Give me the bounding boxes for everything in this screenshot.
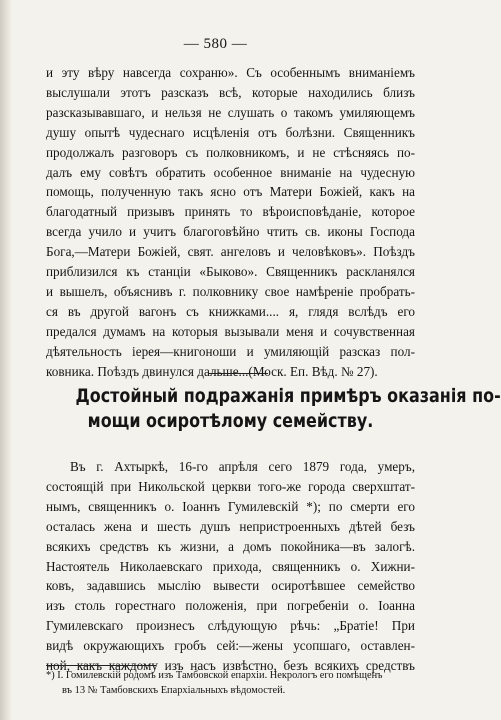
text-line: ковника. Поѣздъ двинулся дальше...(Моск. Еп. Вѣд. № 27). — [46, 363, 378, 379]
text-line: душу опытѣ чудеснаго исцѣленія отъ болѣзни. Священникъ — [46, 124, 415, 140]
text-line: Въ г. Ахтыркѣ, 16-го апрѣля сего 1879 года, умеръ, — [70, 459, 415, 474]
text-line: разсказывавшаго, и нельзя не слушать о такомъ умиляющемъ — [46, 104, 415, 120]
page-gutter-shadow — [0, 0, 12, 720]
text-line: Настоятель Николаевскаго прихода, священникъ о. Хижни- — [46, 558, 415, 574]
text-line: дѣятельность іерея—книгоноши и умиляющій разсказ пол- — [46, 343, 415, 359]
text-line: Бога,—Матери Божіей, свят. ангеловъ и человѣковъ». Поѣздъ — [46, 244, 415, 260]
text-line: всякихъ средствъ къ жизни, а домъ покойника—въ залогѣ. — [46, 538, 415, 554]
heading-line: Достойный подражанія примѣръ оказанія по- — [75, 385, 501, 407]
footnote-divider — [46, 665, 156, 666]
text-line: продолжалъ разговоръ съ полковникомъ, и не стѣсняясь по- — [46, 144, 415, 160]
text-line: выслушали этотъ разсказъ всѣ, которые находились близъ — [46, 84, 415, 100]
text-line: изъ столь горестнаго положенія, при погребеніи о. Іоанна — [46, 598, 415, 614]
section-divider — [208, 373, 268, 374]
text-line: благодатный призывъ принять то вѣроисповѣданіе, которое — [46, 204, 415, 220]
text-line: ковъ, задавшись мыслію вывести осиротѣвшее семейство — [46, 578, 415, 594]
text-line: ся въ другой вагонъ съ книжками.... я, глядя вслѣдъ его — [46, 303, 415, 319]
text-line: ной, какъ каждому изъ насъ извѣстно, безъ всякихъ средствъ — [46, 658, 415, 674]
article-heading — [75, 384, 501, 434]
heading-line: мощи осиротѣлому семейству. — [87, 410, 374, 432]
text-line: и вышелъ, объяснивъ г. полковнику свое намѣреніе пробрать- — [46, 283, 415, 299]
text-line: далъ ему совѣтъ обратить особенное вниманіе на чудесную — [46, 164, 415, 180]
previous-article-ending — [46, 63, 415, 382]
footnote-line: *) І. Гомилевскій родомъ изъ Тамбовской епархіи. Некрологъ его помѣщенъ — [46, 670, 383, 681]
text-line: осталась жена и шесть душъ непристроенныхъ дѣтей безъ — [46, 518, 415, 534]
footnote — [46, 668, 415, 698]
text-line: Гумилевскаго произнесъ слѣдующую рѣчь: „Братіе! При — [46, 618, 415, 634]
text-line: состоящій при Никольской церкви того-же города сверхштат- — [46, 478, 415, 494]
text-line: нымъ, священникъ о. Іоаннъ Гумилевскій *); по смерти его — [46, 498, 415, 514]
text-line: видѣ окружающихъ гробъ сей:—жены усопшаго, оставлен- — [46, 638, 415, 654]
page-number: — 580 — — [183, 36, 248, 52]
text-line: приблизился къ станціи «Быково». Священникъ раскланялся — [46, 264, 415, 280]
text-line: всегда учило и учитъ благоговѣйно чтить св. иконы Господа — [46, 224, 415, 240]
footnote-line: въ 13 № Тамбовскихъ Епархіальныхъ вѣдомостей. — [62, 685, 286, 696]
text-line: помощь, полученную такъ ясно отъ Матери Божіей, какъ на — [46, 184, 415, 200]
text-line: предался думамъ на которыя вызывали меня и сочувственная — [46, 323, 415, 339]
text-line: и эту вѣру навсегда сохраню». Съ особеннымъ вниманіемъ — [46, 65, 415, 80]
article-body — [46, 457, 415, 676]
